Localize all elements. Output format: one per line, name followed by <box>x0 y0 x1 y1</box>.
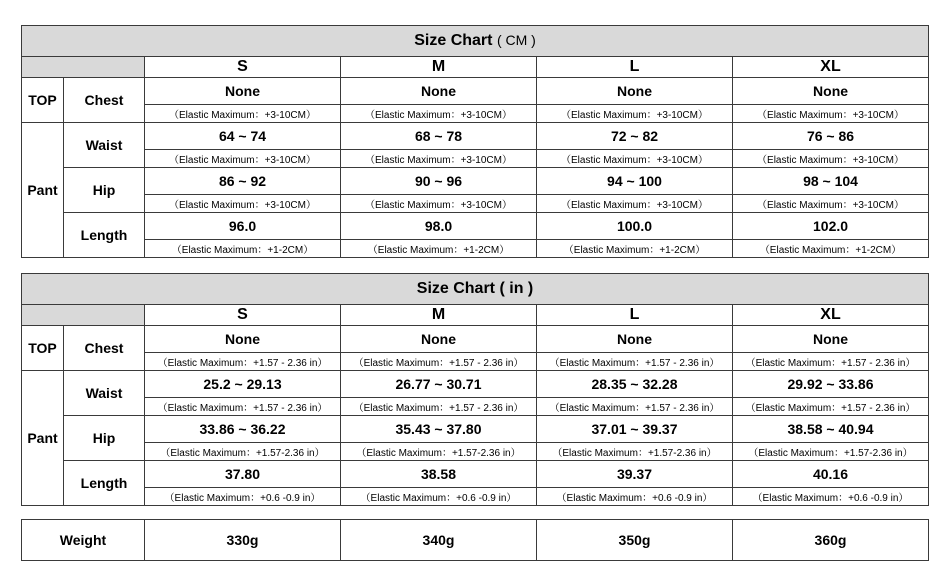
value-cell: 28.35 ~ 32.28 <box>537 371 733 398</box>
size-header-xl: XL <box>733 57 929 78</box>
elastic-note: （Elastic Maximum：+0.6 -0.9 in） <box>341 488 537 506</box>
elastic-note: （Elastic Maximum：+1-2CM） <box>733 240 929 258</box>
value-cell: 40.16 <box>733 461 929 488</box>
weight-value-m: 340g <box>341 520 537 561</box>
category-top: TOP <box>22 326 64 371</box>
row-label-chest: Chest <box>64 78 145 123</box>
value-cell: 100.0 <box>537 213 733 240</box>
elastic-note: （Elastic Maximum：+1.57 - 2.36 in） <box>537 398 733 416</box>
in-table-title: Size Chart ( in ) <box>22 274 929 305</box>
size-header-m: M <box>341 57 537 78</box>
elastic-note: （Elastic Maximum：+0.6 -0.9 in） <box>145 488 341 506</box>
value-cell: 37.80 <box>145 461 341 488</box>
elastic-note: （Elastic Maximum：+1.57 - 2.36 in） <box>341 353 537 371</box>
elastic-note: （Elastic Maximum：+0.6 -0.9 in） <box>733 488 929 506</box>
value-cell: None <box>733 78 929 105</box>
elastic-note: （Elastic Maximum：+3-10CM） <box>341 150 537 168</box>
value-cell: None <box>733 326 929 353</box>
value-cell: 25.2 ~ 29.13 <box>145 371 341 398</box>
value-cell: None <box>537 78 733 105</box>
value-cell: 94 ~ 100 <box>537 168 733 195</box>
value-cell: 86 ~ 92 <box>145 168 341 195</box>
value-cell: 38.58 ~ 40.94 <box>733 416 929 443</box>
value-cell: 98.0 <box>341 213 537 240</box>
elastic-note: （Elastic Maximum：+3-10CM） <box>733 150 929 168</box>
value-cell: None <box>341 78 537 105</box>
size-header-s: S <box>145 57 341 78</box>
category-top: TOP <box>22 78 64 123</box>
size-header-l: L <box>537 305 733 326</box>
elastic-note: （Elastic Maximum：+1.57-2.36 in） <box>145 443 341 461</box>
size-chart-in-table <box>21 273 929 506</box>
row-label-chest: Chest <box>64 326 145 371</box>
value-cell: 64 ~ 74 <box>145 123 341 150</box>
value-cell: None <box>537 326 733 353</box>
elastic-note: （Elastic Maximum：+1.57 - 2.36 in） <box>733 398 929 416</box>
elastic-note: （Elastic Maximum：+1.57-2.36 in） <box>341 443 537 461</box>
value-cell: 72 ~ 82 <box>537 123 733 150</box>
elastic-note: （Elastic Maximum：+3-10CM） <box>537 150 733 168</box>
value-cell: 76 ~ 86 <box>733 123 929 150</box>
row-label-length: Length <box>64 213 145 258</box>
weight-label: Weight <box>22 520 145 561</box>
value-cell: 37.01 ~ 39.37 <box>537 416 733 443</box>
elastic-note: （Elastic Maximum：+3-10CM） <box>537 195 733 213</box>
row-label-waist: Waist <box>64 123 145 168</box>
elastic-note: （Elastic Maximum：+0.6 -0.9 in） <box>537 488 733 506</box>
elastic-note: （Elastic Maximum：+1-2CM） <box>145 240 341 258</box>
value-cell: 26.77 ~ 30.71 <box>341 371 537 398</box>
elastic-note: （Elastic Maximum：+3-10CM） <box>145 105 341 123</box>
elastic-note: （Elastic Maximum：+1-2CM） <box>537 240 733 258</box>
value-cell: 38.58 <box>341 461 537 488</box>
elastic-note: （Elastic Maximum：+3-10CM） <box>733 105 929 123</box>
elastic-note: （Elastic Maximum：+3-10CM） <box>341 105 537 123</box>
weight-value-s: 330g <box>145 520 341 561</box>
elastic-note: （Elastic Maximum：+1.57 - 2.36 in） <box>341 398 537 416</box>
elastic-note: （Elastic Maximum：+3-10CM） <box>145 195 341 213</box>
cm-table-title: Size Chart ( CM ) <box>22 26 929 57</box>
value-cell: 33.86 ~ 36.22 <box>145 416 341 443</box>
size-header-xl: XL <box>733 305 929 326</box>
elastic-note: （Elastic Maximum：+1.57 - 2.36 in） <box>145 398 341 416</box>
value-cell: 35.43 ~ 37.80 <box>341 416 537 443</box>
row-label-waist: Waist <box>64 371 145 416</box>
value-cell: None <box>145 78 341 105</box>
elastic-note: （Elastic Maximum：+1-2CM） <box>341 240 537 258</box>
elastic-note: （Elastic Maximum：+3-10CM） <box>537 105 733 123</box>
row-label-hip: Hip <box>64 168 145 213</box>
value-cell: 68 ~ 78 <box>341 123 537 150</box>
elastic-note: （Elastic Maximum：+1.57-2.36 in） <box>537 443 733 461</box>
value-cell: 29.92 ~ 33.86 <box>733 371 929 398</box>
size-header-s: S <box>145 305 341 326</box>
elastic-note: （Elastic Maximum：+1.57 - 2.36 in） <box>145 353 341 371</box>
elastic-note: （Elastic Maximum：+3-10CM） <box>145 150 341 168</box>
weight-table <box>21 519 929 561</box>
elastic-note: （Elastic Maximum：+1.57 - 2.36 in） <box>537 353 733 371</box>
category-pant: Pant <box>22 371 64 506</box>
weight-value-l: 350g <box>537 520 733 561</box>
elastic-note: （Elastic Maximum：+1.57 - 2.36 in） <box>733 353 929 371</box>
elastic-note: （Elastic Maximum：+3-10CM） <box>733 195 929 213</box>
value-cell: None <box>341 326 537 353</box>
row-label-hip: Hip <box>64 416 145 461</box>
elastic-note: （Elastic Maximum：+1.57-2.36 in） <box>733 443 929 461</box>
value-cell: 90 ~ 96 <box>341 168 537 195</box>
weight-value-xl: 360g <box>733 520 929 561</box>
elastic-note: （Elastic Maximum：+3-10CM） <box>341 195 537 213</box>
size-header-m: M <box>341 305 537 326</box>
value-cell: 98 ~ 104 <box>733 168 929 195</box>
row-label-length: Length <box>64 461 145 506</box>
value-cell: None <box>145 326 341 353</box>
category-pant: Pant <box>22 123 64 258</box>
size-chart-cm-table <box>21 25 929 258</box>
value-cell: 96.0 <box>145 213 341 240</box>
value-cell: 39.37 <box>537 461 733 488</box>
value-cell: 102.0 <box>733 213 929 240</box>
size-header-l: L <box>537 57 733 78</box>
